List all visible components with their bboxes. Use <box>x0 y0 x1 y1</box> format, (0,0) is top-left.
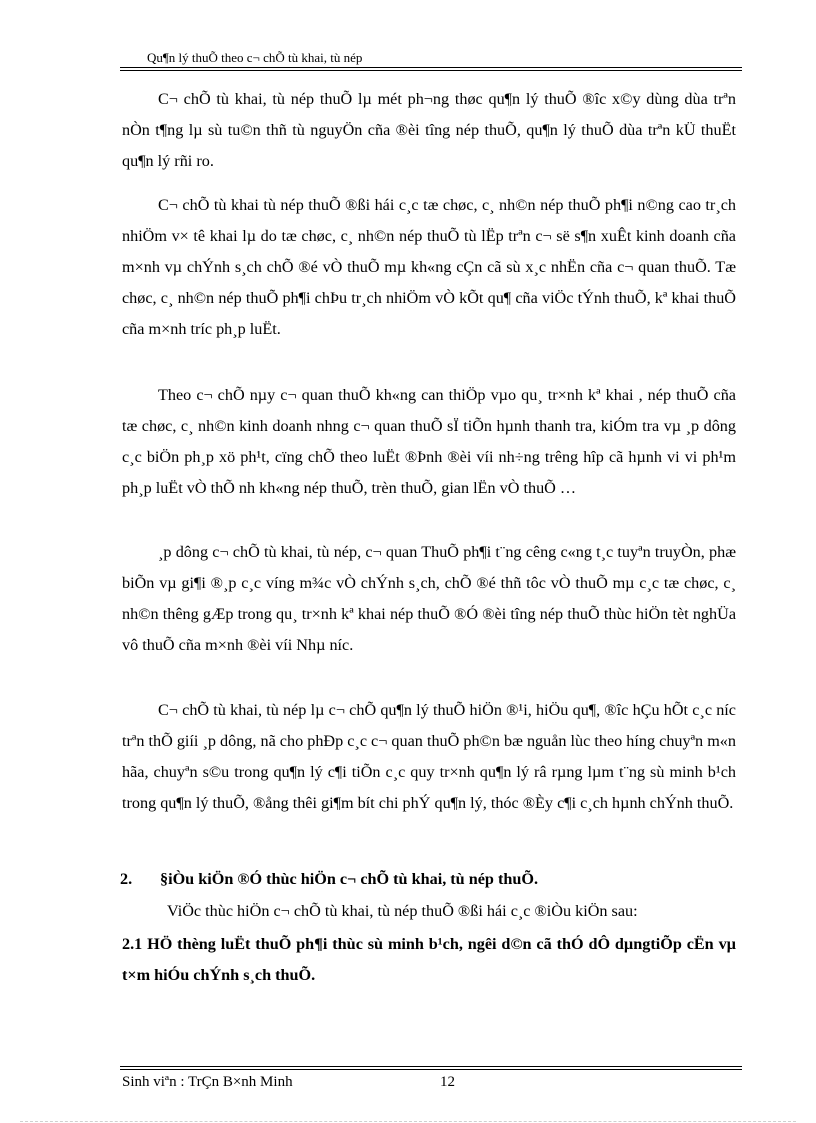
section-number: 2. <box>120 870 133 888</box>
header-rule-top <box>120 67 742 68</box>
footer-rule-top <box>120 1066 742 1067</box>
body-paragraph-4: ¸p dông c¬ chÕ tù khai, tù nép, c¬ quan ThuÕ ph¶i t¨ng cêng c«ng t¸c tuyªn truyÒn, phæ biÕn vµ gi¶i ®¸p c¸c víng m¾c vÒ chÝnh s¸ch, chÕ ®é thñ tôc vÒ thuÕ mµ c¸c tæ chøc, c¸ nh©n thêng gÆp trong qu¸ tr×nh kª khai nép thuÕ ®Ó ®èi tîng nép thuÕ thùc hiÖn tèt nghÜa vô thuÕ cña m×nh ®èi víi Nhµ níc. <box>122 543 736 654</box>
header-rule-bottom <box>120 70 742 71</box>
page-number: 12 <box>440 1074 455 1090</box>
page-edge-line <box>20 1121 796 1122</box>
footer-author: Sinh viªn : TrÇn B×nh Minh <box>122 1074 293 1090</box>
body-paragraph-5: C¬ chÕ tù khai, tù nép lµ c¬ chÕ qu¶n lý thuÕ hiÖn ®¹i, hiÖu qu¶, ®îc hÇu hÕt c¸c níc trªn thÕ giíi ¸p dông, nã cho phÐp c¸c c¬ quan thuÕ ph©n bæ nguån lùc theo híng chuyªn m«n hãa, chuyªn s©u trong qu¶n lý c¶i tiÕn c¸c quy tr×nh qu¶n lý râ rµng lµm t¨ng sù minh b¹ch trong qu¶n lý thuÕ, ®ång thêi gi¶m bít chi phÝ qu¶n lý, thóc ®Èy c¶i c¸ch hµnh chÝnh thuÕ. <box>122 701 736 812</box>
body-paragraph-3: Theo c¬ chÕ nµy c¬ quan thuÕ kh«ng can thiÖp vµo qu¸ tr×nh kª khai , nép thuÕ cña tæ chøc, c¸ nh©n kinh doanh nhng c¬ quan thuÕ sÏ tiÕn hµnh thanh tra, kiÓm tra vµ ¸p dông c¸c biÖn ph¸p xö ph¹t, cïng chÕ theo luËt ®Þnh ®èi víi nh÷ng trêng hîp cã hµnh vi vi ph¹m ph¸p luËt vÒ thÕ nh kh«ng nép thuÕ, trèn thuÕ, gian lËn vÒ thuÕ … <box>122 386 736 497</box>
body-paragraph-2: C¬ chÕ tù khai tù nép thuÕ ®ßi hái c¸c tæ chøc, c¸ nh©n nép thuÕ ph¶i n©ng cao tr¸ch nhiÖm v× tê khai lµ do tæ chøc, c¸ nh©n nép thuÕ tù lËp trªn c¬ së s¶n xuÊt kinh doanh cña m×nh vµ chÝnh s¸ch chÕ ®é vÒ thuÕ mµ kh«ng cÇn cã sù x¸c nhËn cña c¬ quan thuÕ. Tæ chøc, c¸ nh©n nép thuÕ ph¶i chÞu tr¸ch nhiÖm vÒ kÕt qu¶ cña viÖc tÝnh thuÕ, kª khai thuÕ cña m×nh tríc ph¸p luËt. <box>122 196 736 338</box>
subsection-heading: 2.1 HÖ thèng luËt thuÕ ph¶i thùc sù minh b¹ch, ngêi d©n cã thÓ dÔ dµngtiÕp cËn vµ t×m hiÓu chÝnh s¸ch thuÕ. <box>122 935 736 984</box>
section-title: §iÒu kiÖn ®Ó thùc hiÖn c¬ chÕ tù khai, tù nép thuÕ. <box>160 870 538 888</box>
section-heading <box>120 864 740 895</box>
footer-rule-bottom <box>120 1069 742 1070</box>
section-intro: ViÖc thùc hiÖn c¬ chÕ tù khai, tù nép thuÕ ®ßi hái c¸c ®iÒu kiÖn sau: <box>167 902 638 920</box>
body-paragraph-1: C¬ chÕ tù khai, tù nép thuÕ lµ mét ph¬ng thøc qu¶n lý thuÕ ®îc x©y dùng dùa trªn nÒn t¶ng lµ sù tu©n thñ tù nguyÖn cña ®èi tîng nép thuÕ, qu¶n lý thuÕ dùa trªn kÜ thuËt qu¶n lý rñi ro. <box>122 90 736 170</box>
header-title: Qu¶n lý thuÕ theo c¬ chÕ tù khai, tù nép <box>147 50 363 65</box>
